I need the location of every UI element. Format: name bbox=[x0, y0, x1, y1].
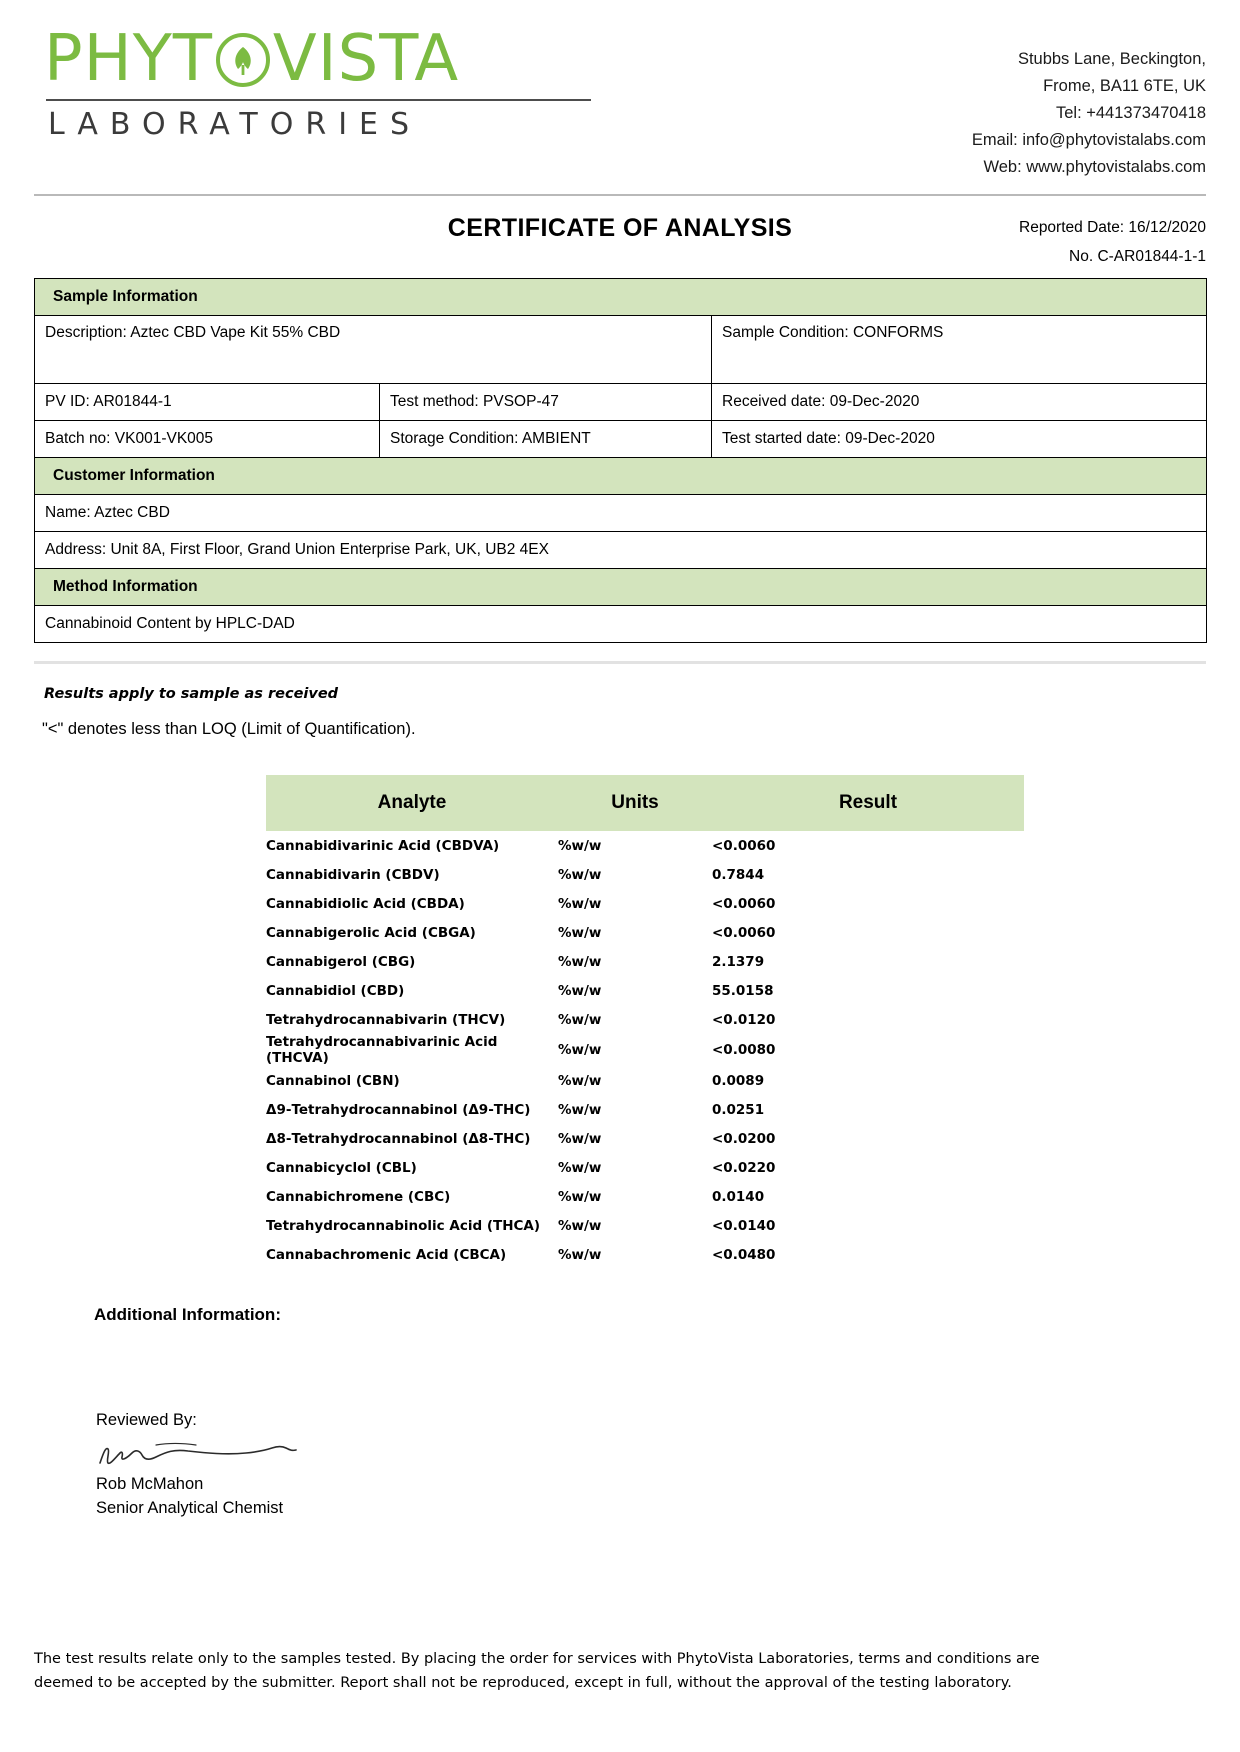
table-row bbox=[266, 1034, 1024, 1066]
reviewed-by-label: Reviewed By: bbox=[96, 1411, 197, 1430]
customer-address: Address: Unit 8A, First Floor, Grand Union Enterprise Park, UK, UB2 4EX bbox=[35, 532, 1207, 569]
footer-line-2: deemed to be accepted by the submitter. Report shall not be reproduced, except in full, without the approval of the testing laboratory. bbox=[34, 1675, 1012, 1692]
analyte-units: %w/w bbox=[558, 1246, 602, 1263]
analyte-units: %w/w bbox=[558, 953, 602, 970]
analyte-units: %w/w bbox=[558, 1217, 602, 1234]
table-row bbox=[35, 458, 1207, 495]
analyte-units: %w/w bbox=[558, 866, 602, 883]
analyte-result: <0.0220 bbox=[712, 1159, 776, 1176]
results-note: Results apply to sample as received bbox=[44, 686, 339, 703]
analyte-result: <0.0060 bbox=[712, 895, 776, 912]
analyte-result: 0.0140 bbox=[712, 1188, 765, 1205]
reported-date: Reported Date: 16/12/2020 bbox=[1019, 219, 1206, 237]
analyte-units: %w/w bbox=[558, 924, 602, 941]
table-row bbox=[266, 860, 1024, 889]
analyte-name: Cannabigerol (CBG) bbox=[266, 953, 416, 970]
batch-no: Batch no: VK001-VK005 bbox=[35, 421, 380, 458]
analyte-name: Δ9-Tetrahydrocannabinol (Δ9-THC) bbox=[266, 1101, 531, 1118]
brand-name-part2: VISTA bbox=[272, 22, 460, 96]
analyte-name: Tetrahydrocannabinolic Acid (THCA) bbox=[266, 1217, 541, 1234]
column-header-units: Units bbox=[558, 775, 712, 831]
table-row bbox=[266, 1153, 1024, 1182]
analyte-name: Cannabicyclol (CBL) bbox=[266, 1159, 417, 1176]
contact-block bbox=[972, 26, 1206, 180]
table-row bbox=[35, 606, 1207, 643]
table-row bbox=[266, 1095, 1024, 1124]
table-row bbox=[266, 976, 1024, 1005]
brand-logo bbox=[34, 22, 659, 143]
sample-condition: Sample Condition: CONFORMS bbox=[712, 316, 1207, 384]
analyte-units: %w/w bbox=[558, 982, 602, 999]
brand-name-part1: PHYT bbox=[44, 22, 213, 96]
reviewer-role: Senior Analytical Chemist bbox=[96, 1499, 284, 1518]
table-row bbox=[266, 1182, 1024, 1211]
table-row bbox=[266, 1211, 1024, 1240]
table-row bbox=[266, 1005, 1024, 1034]
leaf-in-circle-icon bbox=[215, 32, 271, 88]
pv-id: PV ID: AR01844-1 bbox=[35, 384, 380, 421]
table-row bbox=[266, 1066, 1024, 1095]
test-started-date: Test started date: 09-Dec-2020 bbox=[712, 421, 1207, 458]
analyte-units: %w/w bbox=[558, 895, 602, 912]
table-row bbox=[35, 569, 1207, 606]
analyte-name: Cannabichromene (CBC) bbox=[266, 1188, 451, 1205]
analyte-name: Cannabachromenic Acid (CBCA) bbox=[266, 1246, 507, 1263]
results-body bbox=[266, 831, 1024, 1269]
results-section bbox=[34, 775, 1206, 1269]
test-method: Test method: PVSOP-47 bbox=[380, 384, 712, 421]
table-row bbox=[35, 532, 1207, 569]
analyte-units: %w/w bbox=[558, 1101, 602, 1118]
analyte-units: %w/w bbox=[558, 1072, 602, 1089]
analyte-name: Cannabigerolic Acid (CBGA) bbox=[266, 924, 476, 941]
brand-subtitle: LABORATORIES bbox=[48, 107, 422, 143]
table-row bbox=[35, 421, 1207, 458]
footer-line-1: The test results relate only to the samples tested. By placing the order for services with PhytoVista Laboratories, terms and conditions are bbox=[34, 1651, 1040, 1668]
reviewer-name: Rob McMahon bbox=[96, 1475, 204, 1494]
storage-condition: Storage Condition: AMBIENT bbox=[380, 421, 712, 458]
contact-address-line1: Stubbs Lane, Beckington, bbox=[1017, 50, 1206, 68]
table-row bbox=[266, 831, 1024, 860]
handwritten-signature-icon bbox=[96, 1437, 326, 1471]
results-table bbox=[266, 775, 1024, 1269]
received-date: Received date: 09-Dec-2020 bbox=[712, 384, 1207, 421]
page-header bbox=[34, 22, 1206, 180]
method-description: Cannabinoid Content by HPLC-DAD bbox=[35, 606, 1207, 643]
contact-email: Email: info@phytovistalabs.com bbox=[971, 130, 1206, 149]
analyte-units: %w/w bbox=[558, 1011, 602, 1028]
analyte-units: %w/w bbox=[558, 837, 602, 854]
contact-address-line2: Frome, BA11 6TE, UK bbox=[1043, 76, 1206, 95]
customer-information-band: Customer Information bbox=[35, 458, 1207, 495]
analyte-result: 0.0251 bbox=[712, 1101, 765, 1118]
analyte-name: Tetrahydrocannabivarinic Acid (THCVA) bbox=[266, 1034, 498, 1067]
contact-phone: Tel: +441373470418 bbox=[1055, 103, 1206, 122]
analyte-units: %w/w bbox=[558, 1042, 602, 1059]
sample-information-band: Sample Information bbox=[35, 279, 1207, 316]
analyte-result: <0.0480 bbox=[712, 1246, 776, 1263]
method-information-band: Method Information bbox=[35, 569, 1207, 606]
analyte-units: %w/w bbox=[558, 1188, 602, 1205]
analyte-result: <0.0060 bbox=[712, 924, 776, 941]
analyte-units: %w/w bbox=[558, 1130, 602, 1147]
additional-information-label: Additional Information: bbox=[94, 1305, 281, 1325]
table-row bbox=[35, 279, 1207, 316]
analyte-result: <0.0060 bbox=[712, 837, 776, 854]
analyte-result: 55.0158 bbox=[712, 982, 774, 999]
table-row bbox=[266, 947, 1024, 976]
analyte-name: Cannabidiol (CBD) bbox=[266, 982, 405, 999]
section-divider bbox=[34, 661, 1206, 664]
analyte-name: Cannabidivarin (CBDV) bbox=[266, 866, 440, 883]
document-meta bbox=[1019, 214, 1206, 271]
page-title: CERTIFICATE OF ANALYSIS bbox=[447, 214, 793, 243]
logo-divider bbox=[46, 99, 591, 101]
document-number: No. C-AR01844-1-1 bbox=[1069, 248, 1206, 266]
customer-name: Name: Aztec CBD bbox=[35, 495, 1207, 532]
table-row bbox=[35, 316, 1207, 384]
contact-web: Web: www.phytovistalabs.com bbox=[983, 157, 1206, 176]
loq-note: "<" denotes less than LOQ (Limit of Quantification). bbox=[42, 720, 416, 739]
signature-block bbox=[96, 1409, 1206, 1521]
analyte-result: <0.0140 bbox=[712, 1217, 776, 1234]
analyte-result: 2.1379 bbox=[712, 953, 765, 970]
analyte-result: <0.0120 bbox=[712, 1011, 776, 1028]
analyte-result: <0.0080 bbox=[712, 1042, 776, 1059]
brand-wordmark bbox=[44, 22, 659, 96]
analyte-result: <0.0200 bbox=[712, 1130, 776, 1147]
table-row bbox=[266, 1240, 1024, 1269]
analyte-result: 0.7844 bbox=[712, 866, 765, 883]
analyte-name: Δ8-Tetrahydrocannabinol (Δ8-THC) bbox=[266, 1130, 531, 1147]
analyte-name: Cannabinol (CBN) bbox=[266, 1072, 400, 1089]
column-header-analyte: Analyte bbox=[266, 775, 558, 831]
analyte-name: Cannabidiolic Acid (CBDA) bbox=[266, 895, 465, 912]
analyte-result: 0.0089 bbox=[712, 1072, 765, 1089]
table-row bbox=[266, 1124, 1024, 1153]
table-row bbox=[266, 918, 1024, 947]
results-header-row bbox=[266, 775, 1024, 831]
table-row bbox=[35, 495, 1207, 532]
page-footer bbox=[34, 1648, 1206, 1696]
header-divider bbox=[34, 194, 1206, 196]
table-row bbox=[35, 384, 1207, 421]
analyte-units: %w/w bbox=[558, 1159, 602, 1176]
sample-description: Description: Aztec CBD Vape Kit 55% CBD bbox=[35, 316, 712, 384]
analyte-name: Tetrahydrocannabivarin (THCV) bbox=[266, 1011, 506, 1028]
title-row bbox=[34, 214, 1206, 270]
information-table bbox=[34, 278, 1207, 643]
analyte-name: Cannabidivarinic Acid (CBDVA) bbox=[266, 837, 500, 854]
table-row bbox=[266, 889, 1024, 918]
column-header-result: Result bbox=[712, 775, 1024, 831]
